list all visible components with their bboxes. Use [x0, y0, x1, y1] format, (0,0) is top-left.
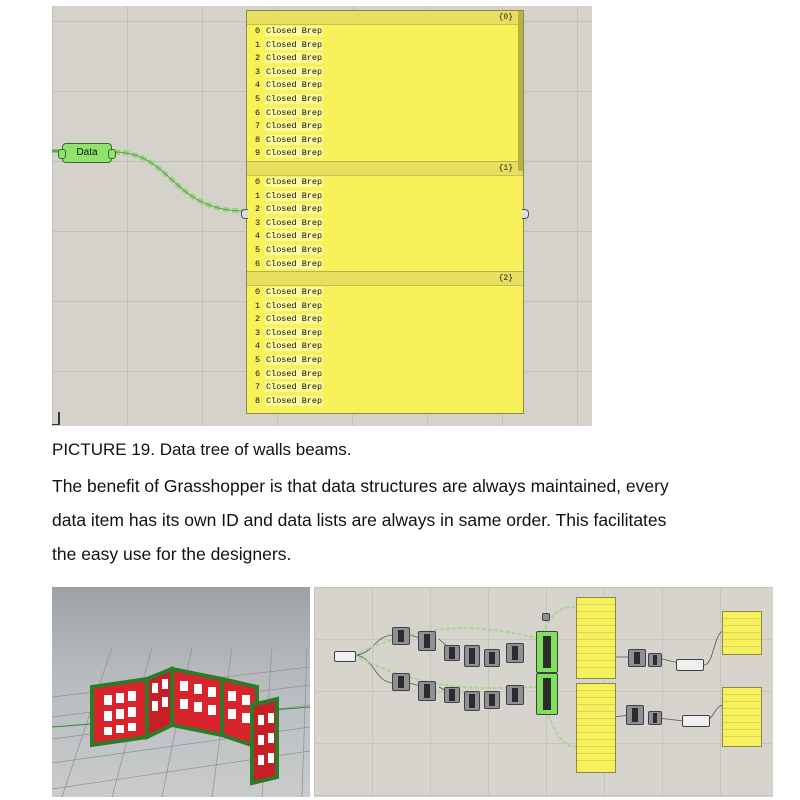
- item-index: 4: [255, 80, 261, 91]
- component-node[interactable]: [418, 681, 436, 701]
- mini-panel[interactable]: [576, 683, 616, 773]
- list-item: [247, 93, 523, 107]
- item-index: 5: [255, 355, 261, 366]
- item-text: Closed Brep: [266, 244, 323, 255]
- item-index: 7: [255, 121, 261, 132]
- branch-path: {1}: [247, 161, 523, 176]
- item-text: Closed Brep: [266, 368, 323, 379]
- list-item: [247, 395, 523, 409]
- data-parameter[interactable]: [62, 143, 112, 163]
- item-text: Closed Brep: [266, 327, 323, 338]
- panel-branch-1: [247, 161, 523, 271]
- item-text: Closed Brep: [266, 39, 323, 50]
- item-index: 3: [255, 327, 261, 338]
- item-text: Closed Brep: [266, 93, 323, 104]
- item-text: Closed Brep: [266, 176, 323, 187]
- item-index: 8: [255, 134, 261, 145]
- panel-branch-2: [247, 271, 523, 408]
- list-item: [247, 120, 523, 134]
- data-input-grip[interactable]: [58, 149, 66, 159]
- component-node[interactable]: [648, 653, 662, 667]
- figure-caption: PICTURE 19. Data tree of walls beams.: [52, 440, 352, 459]
- item-text: Closed Brep: [266, 53, 323, 64]
- list-item: [247, 368, 523, 382]
- component-node[interactable]: [484, 691, 500, 709]
- list-item: [247, 313, 523, 327]
- item-text: Closed Brep: [266, 395, 323, 406]
- branch-path: {2}: [247, 271, 523, 286]
- item-index: 5: [255, 244, 261, 255]
- item-text: Closed Brep: [266, 204, 323, 215]
- component-node[interactable]: [418, 631, 436, 651]
- item-text: Closed Brep: [266, 148, 323, 159]
- item-index: 6: [255, 258, 261, 269]
- item-text: Closed Brep: [266, 121, 323, 132]
- component-node[interactable]: [506, 643, 524, 663]
- branch-path: {0}: [247, 11, 523, 25]
- component-node[interactable]: [392, 627, 410, 645]
- list-item: [247, 217, 523, 231]
- paragraph-line-2: data item has its own ID and data lists are always in same order. This facilitates: [52, 510, 667, 530]
- grasshopper-canvas-top[interactable]: [52, 6, 592, 426]
- data-parameter-label: Data: [76, 147, 98, 158]
- item-text: Closed Brep: [266, 287, 323, 298]
- item-text: Closed Brep: [266, 80, 323, 91]
- item-index: 9: [255, 148, 261, 159]
- item-text: Closed Brep: [266, 258, 323, 269]
- list-item: [247, 230, 523, 244]
- component-node[interactable]: [484, 649, 500, 667]
- list-item: [247, 66, 523, 80]
- list-item: [247, 340, 523, 354]
- value-node[interactable]: [676, 659, 704, 671]
- data-output-grip[interactable]: [108, 149, 116, 159]
- component-node[interactable]: [464, 645, 480, 667]
- panel-output-grip[interactable]: [522, 209, 529, 219]
- panel-component[interactable]: [246, 10, 524, 414]
- item-text: Closed Brep: [266, 314, 323, 325]
- list-item: [247, 327, 523, 341]
- item-index: 2: [255, 53, 261, 64]
- wall-model-render: [52, 587, 310, 797]
- grasshopper-canvas-bottom[interactable]: [314, 587, 773, 797]
- item-index: 1: [255, 300, 261, 311]
- mini-panel[interactable]: [722, 687, 762, 747]
- component-node-green[interactable]: [536, 631, 558, 673]
- panel-scrollbar[interactable]: [518, 11, 523, 171]
- component-node[interactable]: [444, 687, 460, 703]
- list-item: [247, 79, 523, 93]
- rhino-3d-viewport[interactable]: [52, 587, 310, 797]
- item-index: 3: [255, 66, 261, 77]
- item-text: Closed Brep: [266, 300, 323, 311]
- list-item: [247, 190, 523, 204]
- mini-panel[interactable]: [722, 611, 762, 655]
- item-text: Closed Brep: [266, 217, 323, 228]
- panel-branch-0: [247, 11, 523, 161]
- list-item: [247, 286, 523, 300]
- cursor-icon: [52, 412, 60, 425]
- value-node[interactable]: [682, 715, 710, 727]
- item-text: Closed Brep: [266, 190, 323, 201]
- item-index: 4: [255, 231, 261, 242]
- list-item: [247, 258, 523, 272]
- component-node-green[interactable]: [536, 673, 558, 715]
- item-text: Closed Brep: [266, 341, 323, 352]
- component-node[interactable]: [648, 711, 662, 725]
- item-index: 8: [255, 395, 261, 406]
- item-index: 2: [255, 204, 261, 215]
- item-text: Closed Brep: [266, 26, 323, 36]
- item-index: 0: [255, 287, 261, 298]
- item-index: 5: [255, 93, 261, 104]
- item-index: 6: [255, 107, 261, 118]
- list-item: [247, 176, 523, 190]
- component-node[interactable]: [444, 645, 460, 661]
- component-node[interactable]: [464, 691, 480, 711]
- item-index: 3: [255, 217, 261, 228]
- list-item: [247, 52, 523, 66]
- panel-input-grip[interactable]: [241, 209, 248, 219]
- item-index: 1: [255, 190, 261, 201]
- item-index: 4: [255, 341, 261, 352]
- paragraph-line-3: the easy use for the designers.: [52, 544, 292, 564]
- small-node[interactable]: [542, 613, 550, 621]
- item-text: Closed Brep: [266, 355, 323, 366]
- item-index: 0: [255, 26, 261, 36]
- source-param-node[interactable]: [334, 651, 356, 662]
- item-text: Closed Brep: [266, 134, 323, 145]
- list-item: [247, 381, 523, 395]
- list-item: [247, 300, 523, 314]
- list-item: [247, 25, 523, 39]
- item-index: 0: [255, 176, 261, 187]
- item-index: 7: [255, 382, 261, 393]
- component-node[interactable]: [626, 705, 644, 725]
- item-index: 6: [255, 368, 261, 379]
- list-item: [247, 39, 523, 53]
- list-item: [247, 134, 523, 148]
- list-item: [247, 244, 523, 258]
- item-text: Closed Brep: [266, 107, 323, 118]
- mini-panel[interactable]: [576, 597, 616, 679]
- component-node[interactable]: [628, 649, 646, 667]
- list-item: [247, 203, 523, 217]
- item-index: 1: [255, 39, 261, 50]
- item-text: Closed Brep: [266, 382, 323, 393]
- item-index: 2: [255, 314, 261, 325]
- item-text: Closed Brep: [266, 231, 323, 242]
- component-node[interactable]: [506, 685, 524, 705]
- component-node[interactable]: [392, 673, 410, 691]
- list-item: [247, 354, 523, 368]
- list-item: [247, 147, 523, 161]
- list-item: [247, 107, 523, 121]
- item-text: Closed Brep: [266, 66, 323, 77]
- paragraph-line-1: The benefit of Grasshopper is that data structures are always maintained, every: [52, 476, 669, 496]
